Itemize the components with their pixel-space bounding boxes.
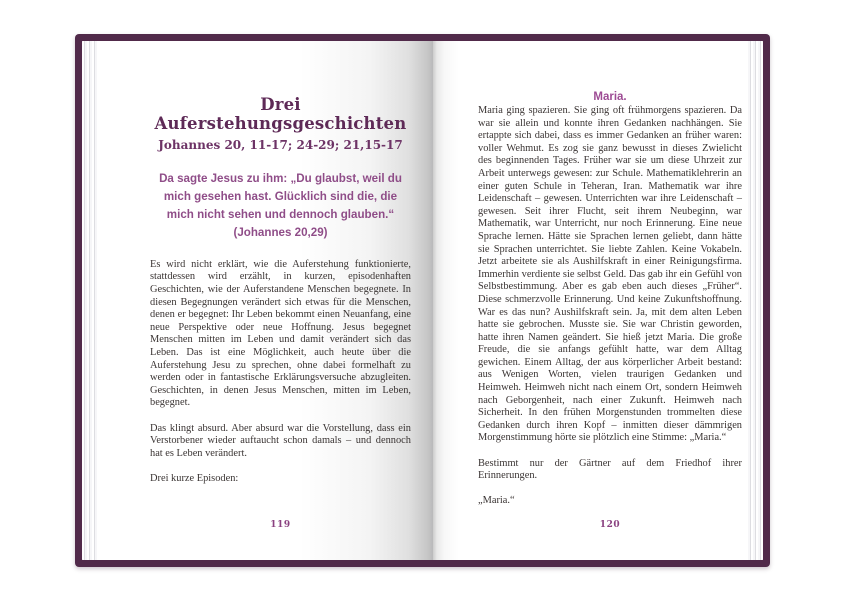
page-stack-edge-left — [82, 41, 99, 560]
book-cover — [75, 34, 770, 567]
left-page-paragraph: Das klingt absurd. Aber absurd war die Vorstellung, dass ein Verstorbener wieder auftaucht schon damals – und dennoch hat es Leben verändert. — [150, 422, 411, 459]
page-number-right: 120 — [599, 520, 621, 530]
book-open-spread — [82, 41, 763, 560]
page-number-left: 119 — [270, 520, 291, 530]
chapter-subtitle-bible-reference: Johannes 20, 11-17; 24-29; 21,15-17 — [158, 137, 403, 152]
right-page-content — [433, 41, 763, 560]
left-page — [82, 41, 433, 560]
page-stack-edge-right — [746, 41, 763, 560]
right-page — [433, 41, 763, 560]
story-heading-maria: Maria. — [593, 91, 627, 103]
bible-quote: Da sagte Jesus zu ihm: „Du glaubst, weil du mich gesehen hast. Glücklich sind die, die mich nicht sehen und dennoch glauben.“ (Johannes 20,29) — [159, 171, 402, 239]
right-page-paragraph: Maria ging spazieren. Sie ging oft frühmorgens spazieren. Da war sie allein und konnte ihren Gedanken nachhängen. Sie ertappte sich dabei, dass es immer Gedanken an früher waren: voller Wehmut. Es zog sie ganz bewusst in dieses Zwielicht des beginnenden Tages. Früher war sie um diese Uhrzeit zur Arbeit unterwegs gewesen: zur Schule. Mathematiklehrerin an einer guten Schule in Teheran, Iran. Mathematik war ihre Leidenschaft – gewesen. Unterrichten war ihre Leidenschaft – gewesen. Seit ihrer Flucht, seit ihrem Neubeginn, war Mathematik, war Unterricht, nur noch Erinnerung. Eine neue Sprache lernen. Hätte sie Sprachen lernen geliebt, dann hätte sie Sprachen unterrichtet. Sie liebte Zahlen. Keine Vokabeln. Jetzt arbeitete sie als Aushilfskraft in einer Reinigungsfirma. Immerhin verdiente sie selbst Geld. Das gab ihr ein Gefühl von Selbstbestimmung. Aber es gab eben auch dieses „Früher“. Diese schmerzvolle Erinnerung. Und keine Zukunftshoffnung. War es das nun? Aushilfskraft sein. Ja, mit dem alten Leben hatte sie gebrochen. Musste sie. Sie war Christin geworden, hatte ihren Namen geändert. Sie hieß jetzt Maria. Die große Freude, die sie anfangs gefühlt hatte, war dem Alltag gewichen. Einem Alltag, der aus körperlicher Arbeit bestand: aus Wenigen Worten, vielen traurigen Gedanken und Heimweh. Heimweh nicht nach einem Ort, sondern Heimweh nach Geborgenheit, nach einer Zukunft. Heimweh nach Sicherheit. In den frühen Morgenstunden trommelten diese Gedanken durch ihren Kopf – inmitten dieser dämmrigen Morgenstimmung hörte sie plötzlich eine Stimme: „Maria.“ — [478, 105, 742, 444]
right-page-paragraph: „Maria.“ — [478, 495, 515, 507]
left-page-paragraph: Es wird nicht erklärt, wie die Auferstehung funktionierte, stattdessen wird erzählt, in kurzen, episodenhaften Geschichten, wie der Auferstandene Menschen begegnete. In diesen Begegnungen verändert sich etwas für die Menschen, denen er begegnet: Ihr Leben bekommt einen Neuanfang, eine neue Perspektive oder neue Hoffnung. Jesus begegnet Menschen mitten im Leben und damit verändert sich das Leben. Das ist eine Möglichkeit, auch heute über die Auferstehung Jesu zu sprechen, ohne dabei formelhaft zu werden oder in fantastische Erklärungsversuche abzugleiten. Geschichten, in denen Jesus Menschen, mitten im Leben, begegnet. — [150, 258, 411, 409]
left-page-content — [82, 41, 433, 560]
left-page-paragraph: Drei kurze Episoden: — [150, 472, 239, 484]
right-page-paragraph: Bestimmt nur der Gärtner auf dem Friedhof ihrer Erinnerungen. — [478, 457, 742, 482]
chapter-title: Drei Auferstehungsgeschichten — [154, 95, 407, 133]
